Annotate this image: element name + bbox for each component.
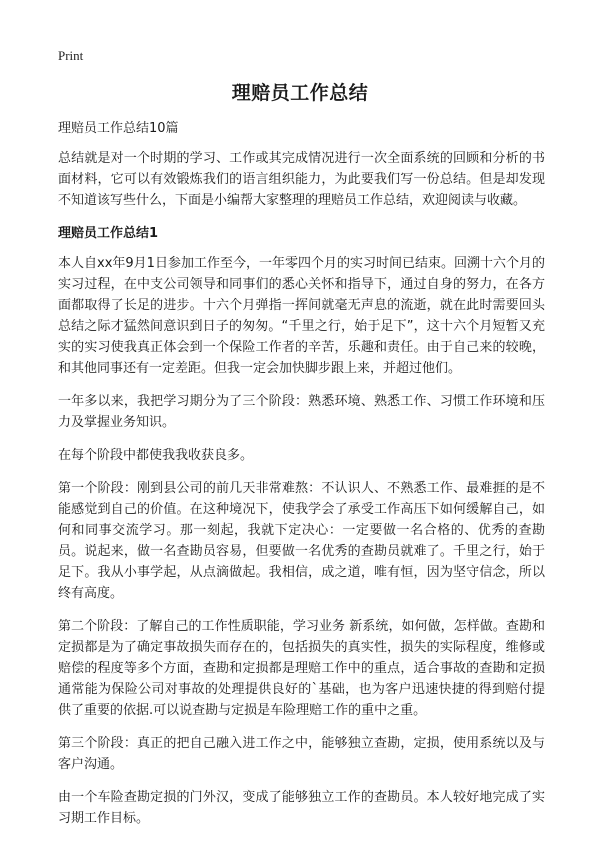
body-paragraph: 本人自xx年9月1日参加工作至今，一年零四个月的实习时间已结束。回溯十六个月的实习过程，在中支公司领导和同事们的悉心关怀和指导下，通过自身的努力，在各方面都取得了长足的进步。十六个月弹指一挥间就毫无声息的流逝，就在此时需要回头总结之际才猛然间意识到日子的匆匆。“千里之行，始于足下”，这十六个月短暂又充实的实习使我真正体会到一个保险工作者的辛苦，乐趣和责任。由于自己来的较晚，和其他同事还有一定差距。但我一定会加快脚步跟上来，并超过他们。	[58, 256, 545, 376]
section-heading: 理赔员工作总结1	[58, 226, 159, 241]
intro-paragraph: 总结就是对一个时期的学习、工作或其完成情况进行一次全面系统的回顾和分析的书面材料，它可以有效锻炼我们的语言组织能力，为此要我们写一份总结。但是却发现不知道该写些什么，下面是小编帮大家整理的理赔员工作总结，欢迎阅读与收藏。	[58, 151, 545, 208]
body-paragraph: 第一个阶段：刚到县公司的前几天非常难熬：不认识人、不熟悉工作、最难捱的是不能感觉到自己的价值。在这种境况下，使我学会了承受工作高压下如何缓解自己，如何和同事交流学习。那一刻起，我就下定决心：一定要做一名合格的、优秀的查勘员。说起来，做一名查勘员容易，但要做一名优秀的查勘员就难了。千里之行，始于足下。我从小事学起，从点滴做起。我相信，成之道，唯有恒，因为坚守信念，所以终有高度。	[58, 481, 545, 601]
body-paragraph: 第二个阶段：了解自己的工作性质职能，学习业务 新系统，如何做，怎样做。查勘和定损都是为了确定事故损失而存在的，包括损失的真实性，损失的实际程度，维修或赔偿的程度等多个方面，查勘和定损都是理赔工作中的重点，适合事故的查勘和定损通常能为保险公司对事故的处理提供良好的`基础，也为客户迅速快捷的得到赔付提供了重要的依据.可以说查勘与定损是车险理赔工作的重中之重。	[58, 619, 545, 718]
body-paragraph: 第三个阶段：真正的把自己融入进工作之中，能够独立查勘，定损，使用系统以及与客户沟通。	[58, 736, 545, 772]
page-title: 理赔员工作总结	[231, 82, 369, 104]
body-paragraph: 一年多以来，我把学习期分为了三个阶段：熟悉环境、熟悉工作、习惯工作环境和压力及掌握业务知识。	[58, 394, 545, 430]
document-body	[58, 118, 545, 841]
document-subtitle: 理赔员工作总结10篇	[58, 121, 179, 136]
body-paragraph: 由一个车险查勘定损的门外汉，变成了能够独立工作的查勘员。本人较好地完成了实习期工作目标。	[58, 790, 545, 826]
print-link[interactable]: Print	[58, 48, 84, 63]
body-paragraph: 在每个阶段中都使我我收获良多。	[58, 448, 254, 463]
